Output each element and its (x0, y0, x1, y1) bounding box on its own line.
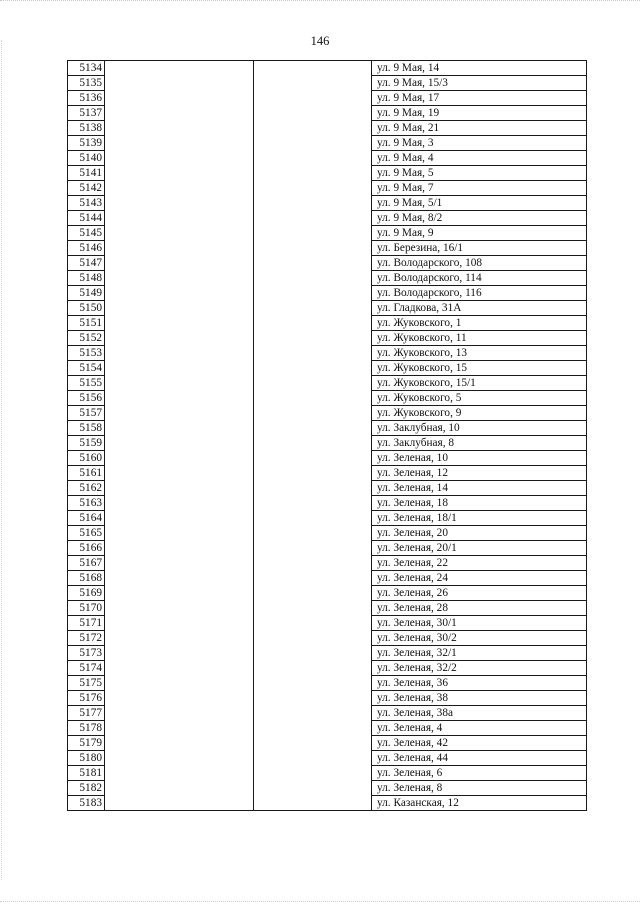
table-row (68, 211, 587, 226)
page-number: 146 (310, 34, 330, 48)
empty-cell (105, 361, 254, 376)
empty-cell (105, 526, 254, 541)
address-cell: ул. Зеленая, 22 (372, 556, 587, 571)
empty-cell (254, 571, 372, 586)
empty-cell (254, 616, 372, 631)
row-number-cell: 5150 (68, 301, 105, 316)
row-number-cell: 5146 (68, 241, 105, 256)
empty-cell (254, 241, 372, 256)
address-table-body (68, 61, 587, 811)
empty-cell (254, 286, 372, 301)
empty-cell (254, 346, 372, 361)
address-cell: ул. 9 Мая, 4 (372, 151, 587, 166)
empty-cell (105, 196, 254, 211)
table-row (68, 106, 587, 121)
address-cell: ул. Зеленая, 32/2 (372, 661, 587, 676)
empty-cell (105, 121, 254, 136)
address-cell: ул. Зеленая, 20 (372, 526, 587, 541)
empty-cell (105, 226, 254, 241)
empty-cell (105, 571, 254, 586)
row-number-cell: 5180 (68, 751, 105, 766)
table-row (68, 436, 587, 451)
empty-cell (105, 781, 254, 796)
table-row (68, 601, 587, 616)
empty-cell (254, 541, 372, 556)
address-cell: ул. Зеленая, 28 (372, 601, 587, 616)
address-cell: ул. Володарского, 114 (372, 271, 587, 286)
address-cell: ул. 9 Мая, 8/2 (372, 211, 587, 226)
address-cell: ул. Зеленая, 30/2 (372, 631, 587, 646)
table-row (68, 646, 587, 661)
empty-cell (254, 721, 372, 736)
empty-cell (105, 301, 254, 316)
table-row (68, 631, 587, 646)
row-number-cell: 5154 (68, 361, 105, 376)
row-number-cell: 5179 (68, 736, 105, 751)
table-row (68, 571, 587, 586)
empty-cell (105, 241, 254, 256)
empty-cell (254, 181, 372, 196)
empty-cell (254, 751, 372, 766)
table-row (68, 721, 587, 736)
empty-cell (105, 616, 254, 631)
table-row (68, 76, 587, 91)
empty-cell (105, 721, 254, 736)
empty-cell (105, 601, 254, 616)
row-number-cell: 5151 (68, 316, 105, 331)
row-number-cell: 5135 (68, 76, 105, 91)
address-cell: ул. 9 Мая, 7 (372, 181, 587, 196)
empty-cell (254, 331, 372, 346)
row-number-cell: 5170 (68, 601, 105, 616)
table-row (68, 781, 587, 796)
address-cell: ул. Гладкова, 31А (372, 301, 587, 316)
empty-cell (254, 586, 372, 601)
empty-cell (254, 436, 372, 451)
address-cell: ул. Зеленая, 32/1 (372, 646, 587, 661)
address-cell: ул. Жуковского, 11 (372, 331, 587, 346)
empty-cell (254, 76, 372, 91)
address-cell: ул. Зеленая, 12 (372, 466, 587, 481)
row-number-cell: 5173 (68, 646, 105, 661)
table-row (68, 241, 587, 256)
row-number-cell: 5172 (68, 631, 105, 646)
row-number-cell: 5157 (68, 406, 105, 421)
empty-cell (254, 256, 372, 271)
empty-cell (254, 391, 372, 406)
scan-top-edge (0, 0, 640, 4)
address-cell: ул. Казанская, 12 (372, 796, 587, 811)
address-cell: ул. 9 Мая, 3 (372, 136, 587, 151)
row-number-cell: 5168 (68, 571, 105, 586)
table-row (68, 331, 587, 346)
empty-cell (254, 106, 372, 121)
table-row (68, 151, 587, 166)
row-number-cell: 5183 (68, 796, 105, 811)
row-number-cell: 5137 (68, 106, 105, 121)
address-cell: ул. Зеленая, 10 (372, 451, 587, 466)
empty-cell (105, 451, 254, 466)
empty-cell (105, 256, 254, 271)
address-cell: ул. 9 Мая, 19 (372, 106, 587, 121)
table-row (68, 271, 587, 286)
row-number-cell: 5159 (68, 436, 105, 451)
address-cell: ул. Зеленая, 18 (372, 496, 587, 511)
empty-cell (254, 361, 372, 376)
table-row (68, 286, 587, 301)
empty-cell (105, 691, 254, 706)
empty-cell (254, 676, 372, 691)
empty-cell (254, 151, 372, 166)
row-number-cell: 5145 (68, 226, 105, 241)
scan-bottom-edge (0, 901, 640, 902)
row-number-cell: 5177 (68, 706, 105, 721)
empty-cell (254, 511, 372, 526)
empty-cell (254, 166, 372, 181)
empty-cell (105, 661, 254, 676)
table-row (68, 796, 587, 811)
empty-cell (254, 691, 372, 706)
address-cell: ул. Зеленая, 8 (372, 781, 587, 796)
empty-cell (254, 316, 372, 331)
empty-cell (105, 61, 254, 76)
empty-cell (254, 481, 372, 496)
table-row (68, 541, 587, 556)
empty-cell (105, 91, 254, 106)
address-cell: ул. Зеленая, 4 (372, 721, 587, 736)
address-cell: ул. 9 Мая, 5 (372, 166, 587, 181)
address-cell: ул. Зеленая, 38а (372, 706, 587, 721)
address-cell: ул. Володарского, 116 (372, 286, 587, 301)
address-cell: ул. 9 Мая, 21 (372, 121, 587, 136)
empty-cell (254, 661, 372, 676)
empty-cell (254, 766, 372, 781)
empty-cell (254, 421, 372, 436)
empty-cell (105, 406, 254, 421)
table-row (68, 61, 587, 76)
empty-cell (254, 706, 372, 721)
empty-cell (105, 331, 254, 346)
empty-cell (105, 496, 254, 511)
row-number-cell: 5175 (68, 676, 105, 691)
row-number-cell: 5182 (68, 781, 105, 796)
empty-cell (254, 226, 372, 241)
row-number-cell: 5140 (68, 151, 105, 166)
empty-cell (254, 451, 372, 466)
empty-cell (105, 286, 254, 301)
table-row (68, 391, 587, 406)
table-row (68, 166, 587, 181)
empty-cell (105, 391, 254, 406)
row-number-cell: 5166 (68, 541, 105, 556)
empty-cell (105, 466, 254, 481)
empty-cell (105, 796, 254, 811)
table-row (68, 481, 587, 496)
empty-cell (105, 436, 254, 451)
address-cell: ул. 9 Мая, 9 (372, 226, 587, 241)
table-row (68, 751, 587, 766)
table-row (68, 511, 587, 526)
empty-cell (105, 136, 254, 151)
empty-cell (105, 481, 254, 496)
table-row (68, 706, 587, 721)
empty-cell (254, 466, 372, 481)
empty-cell (105, 706, 254, 721)
empty-cell (254, 196, 372, 211)
table-row (68, 136, 587, 151)
row-number-cell: 5158 (68, 421, 105, 436)
empty-cell (254, 781, 372, 796)
empty-cell (254, 211, 372, 226)
address-cell: ул. Зеленая, 24 (372, 571, 587, 586)
empty-cell (254, 556, 372, 571)
empty-cell (254, 61, 372, 76)
address-cell: ул. Жуковского, 15 (372, 361, 587, 376)
empty-cell (105, 181, 254, 196)
address-table-container (67, 60, 586, 811)
empty-cell (254, 526, 372, 541)
row-number-cell: 5167 (68, 556, 105, 571)
table-row (68, 451, 587, 466)
row-number-cell: 5141 (68, 166, 105, 181)
table-row (68, 556, 587, 571)
empty-cell (105, 421, 254, 436)
row-number-cell: 5169 (68, 586, 105, 601)
empty-cell (105, 751, 254, 766)
table-row (68, 421, 587, 436)
row-number-cell: 5136 (68, 91, 105, 106)
row-number-cell: 5156 (68, 391, 105, 406)
empty-cell (105, 586, 254, 601)
row-number-cell: 5171 (68, 616, 105, 631)
row-number-cell: 5165 (68, 526, 105, 541)
empty-cell (105, 541, 254, 556)
row-number-cell: 5161 (68, 466, 105, 481)
address-cell: ул. Зеленая, 6 (372, 766, 587, 781)
address-cell: ул. Зеленая, 14 (372, 481, 587, 496)
empty-cell (254, 736, 372, 751)
empty-cell (105, 511, 254, 526)
address-cell: ул. 9 Мая, 5/1 (372, 196, 587, 211)
row-number-cell: 5144 (68, 211, 105, 226)
empty-cell (105, 166, 254, 181)
row-number-cell: 5139 (68, 136, 105, 151)
address-cell: ул. Зеленая, 44 (372, 751, 587, 766)
empty-cell (254, 631, 372, 646)
empty-cell (105, 76, 254, 91)
row-number-cell: 5176 (68, 691, 105, 706)
row-number-cell: 5164 (68, 511, 105, 526)
address-cell: ул. Жуковского, 13 (372, 346, 587, 361)
empty-cell (254, 271, 372, 286)
empty-cell (105, 376, 254, 391)
table-row (68, 226, 587, 241)
row-number-cell: 5147 (68, 256, 105, 271)
row-number-cell: 5143 (68, 196, 105, 211)
address-cell: ул. Володарского, 108 (372, 256, 587, 271)
address-cell: ул. Жуковского, 15/1 (372, 376, 587, 391)
table-row (68, 361, 587, 376)
address-cell: ул. Зеленая, 20/1 (372, 541, 587, 556)
address-cell: ул. Жуковского, 1 (372, 316, 587, 331)
address-cell: ул. Зеленая, 30/1 (372, 616, 587, 631)
empty-cell (254, 496, 372, 511)
row-number-cell: 5174 (68, 661, 105, 676)
table-row (68, 736, 587, 751)
row-number-cell: 5138 (68, 121, 105, 136)
table-row (68, 196, 587, 211)
table-row (68, 766, 587, 781)
empty-cell (105, 316, 254, 331)
address-cell: ул. Заклубная, 8 (372, 436, 587, 451)
empty-cell (105, 631, 254, 646)
row-number-cell: 5178 (68, 721, 105, 736)
table-row (68, 316, 587, 331)
row-number-cell: 5162 (68, 481, 105, 496)
row-number-cell: 5134 (68, 61, 105, 76)
empty-cell (254, 601, 372, 616)
address-cell: ул. Зеленая, 38 (372, 691, 587, 706)
empty-cell (105, 346, 254, 361)
address-cell: ул. Березина, 16/1 (372, 241, 587, 256)
address-cell: ул. Зеленая, 36 (372, 676, 587, 691)
empty-cell (254, 121, 372, 136)
empty-cell (105, 736, 254, 751)
empty-cell (105, 271, 254, 286)
empty-cell (254, 796, 372, 811)
address-cell: ул. Жуковского, 5 (372, 391, 587, 406)
empty-cell (254, 376, 372, 391)
table-row (68, 181, 587, 196)
address-cell: ул. Зеленая, 42 (372, 736, 587, 751)
row-number-cell: 5149 (68, 286, 105, 301)
table-row (68, 466, 587, 481)
table-row (68, 661, 587, 676)
address-cell: ул. Заклубная, 10 (372, 421, 587, 436)
table-row (68, 121, 587, 136)
table-row (68, 676, 587, 691)
scan-left-edge (1, 40, 2, 880)
empty-cell (254, 91, 372, 106)
empty-cell (254, 406, 372, 421)
row-number-cell: 5155 (68, 376, 105, 391)
empty-cell (254, 646, 372, 661)
table-row (68, 376, 587, 391)
table-row (68, 256, 587, 271)
address-cell: ул. 9 Мая, 15/3 (372, 76, 587, 91)
empty-cell (254, 136, 372, 151)
address-cell: ул. 9 Мая, 14 (372, 61, 587, 76)
table-row (68, 301, 587, 316)
address-table (67, 60, 587, 811)
table-row (68, 616, 587, 631)
address-cell: ул. Зеленая, 26 (372, 586, 587, 601)
empty-cell (105, 646, 254, 661)
row-number-cell: 5142 (68, 181, 105, 196)
table-row (68, 406, 587, 421)
row-number-cell: 5160 (68, 451, 105, 466)
row-number-cell: 5152 (68, 331, 105, 346)
empty-cell (254, 301, 372, 316)
empty-cell (105, 211, 254, 226)
table-row (68, 691, 587, 706)
empty-cell (105, 676, 254, 691)
empty-cell (105, 151, 254, 166)
row-number-cell: 5153 (68, 346, 105, 361)
empty-cell (105, 106, 254, 121)
table-row (68, 346, 587, 361)
table-row (68, 586, 587, 601)
table-row (68, 91, 587, 106)
empty-cell (105, 766, 254, 781)
row-number-cell: 5163 (68, 496, 105, 511)
table-row (68, 526, 587, 541)
address-cell: ул. Зеленая, 18/1 (372, 511, 587, 526)
row-number-cell: 5148 (68, 271, 105, 286)
address-cell: ул. 9 Мая, 17 (372, 91, 587, 106)
row-number-cell: 5181 (68, 766, 105, 781)
table-row (68, 496, 587, 511)
empty-cell (105, 556, 254, 571)
address-cell: ул. Жуковского, 9 (372, 406, 587, 421)
